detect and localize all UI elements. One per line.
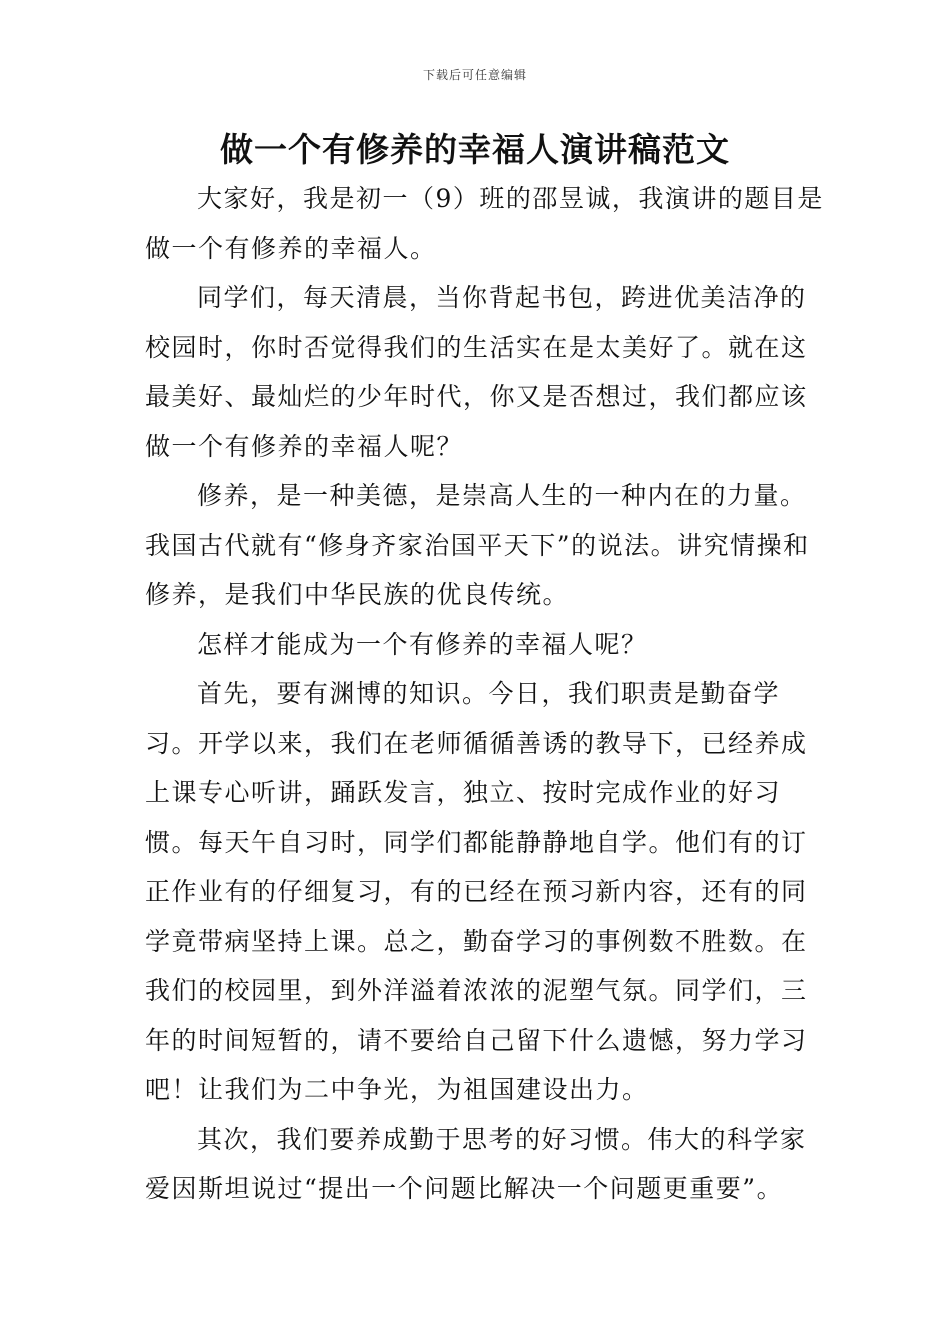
document-title: 做一个有修养的幸福人演讲稿范文 (220, 130, 730, 169)
paragraph-3: 修养，是一种美德，是崇高人生的一种内在的力量。我国古代就有“修身齐家治国平天下”的说法。讲究情操和修养，是我们中华民族的优良传统。 (145, 481, 810, 609)
paragraph-1: 大家好，我是初一（9）班的邵昱诚，我演讲的题目是做一个有修养的幸福人。 (145, 184, 824, 263)
paragraph-6: 其次，我们要养成勤于思考的好习惯。伟大的科学家爱因斯坦说过“提出一个问题比解决一个问题更重要”。 (145, 1124, 807, 1203)
paragraph-4: 怎样才能成为一个有修养的幸福人呢？ (197, 629, 648, 659)
document-body (145, 174, 825, 1214)
paragraph-2: 同学们，每天清晨，当你背起书包，跨进优美洁净的校园时，你时否觉得我们的生活实在是太美好了。就在这最美好、最灿烂的少年时代，你又是否想过，我们都应该做一个有修养的幸福人呢？ (145, 283, 808, 461)
page-header-note: 下载后可任意编辑 (422, 68, 527, 82)
paragraph-5: 首先，要有渊博的知识。今日，我们职责是勤奋学习。开学以来，我们在老师循循善诱的教导下，已经养成上课专心听讲，踊跃发言，独立、按时完成作业的好习惯。每天午自习时，同学们都能静静地自学。他们有的订正作业有的仔细复习，有的已经在预习新内容，还有的同学竟带病坚持上课。总之，勤奋学习的事例数不胜数。在我们的校园里，到外洋溢着浓浓的泥塑气氛。同学们，三年的时间短暂的，请不要给自己留下什么遗憾，努力学习吧！让我们为二中争光，为祖国建设出力。 (145, 679, 808, 1104)
